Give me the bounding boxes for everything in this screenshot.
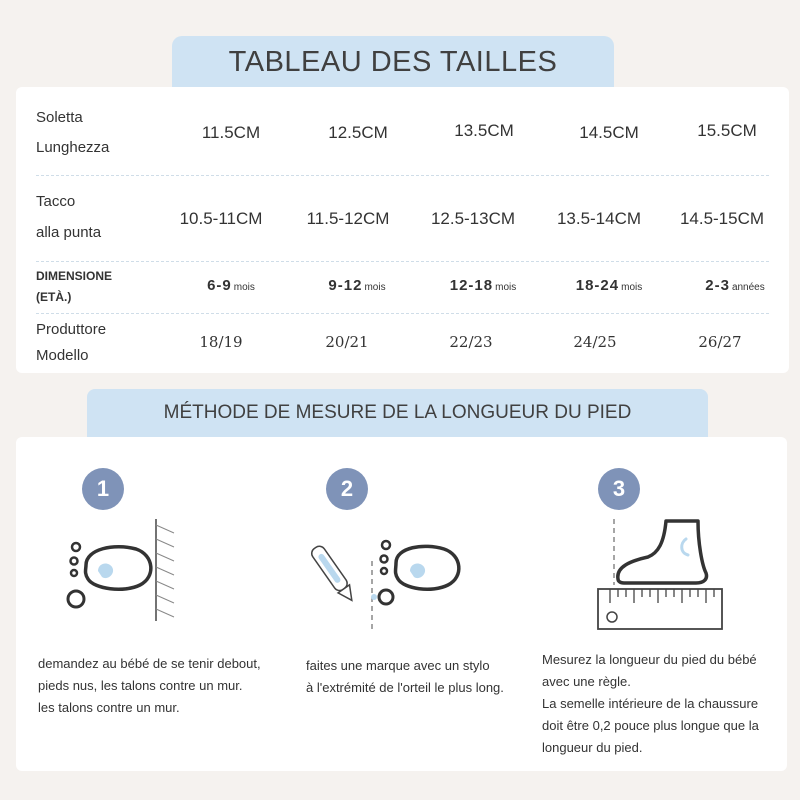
cell-heel-5: 14.5-15CM	[679, 209, 765, 228]
table-row-model	[36, 315, 789, 369]
step-2-text	[306, 655, 546, 699]
cell-heel-2: 11.5-12CM	[306, 209, 390, 228]
cell-age-1: 6-9 mois	[207, 277, 255, 294]
cell-model-2: 20/21	[325, 333, 369, 351]
cell-model-4: 24/25	[573, 333, 617, 351]
cell-age-5: 2-3 années	[705, 277, 765, 294]
table-row-age	[36, 265, 789, 311]
pen-marking-footprint-icon	[306, 531, 466, 631]
step-1-line: demandez au bébé de se tenir debout,	[38, 656, 261, 671]
row-label-model-line2: Modello	[36, 347, 89, 364]
cell-age-3: 12-18 mois	[449, 277, 517, 294]
row-label-model-line1: Produttore	[36, 321, 107, 338]
step-3-badge: 3	[598, 468, 640, 510]
footprint-against-wall-icon	[64, 513, 204, 623]
row-label-insole-line2: Lunghezza	[36, 139, 110, 156]
cell-insole-4: 14.5CM	[579, 123, 639, 142]
step-2-badge: 2	[326, 468, 368, 510]
step-3-line: avec une règle.	[542, 674, 631, 689]
cell-age-2: 9-12 mois	[328, 277, 386, 294]
row-divider	[36, 261, 769, 262]
step-3-line: Mesurez la longueur du pied du bébé	[542, 652, 757, 667]
row-label-heel-line2: alla punta	[36, 224, 102, 241]
table-row-insole-length	[36, 101, 789, 161]
step-1-line: pieds nus, les talons contre un mur.	[38, 678, 243, 693]
cell-insole-3: 13.5CM	[454, 121, 514, 140]
row-divider	[36, 313, 769, 314]
step-2-line: faites une marque avec un stylo	[306, 658, 490, 673]
step-1-badge: 1	[82, 468, 124, 510]
row-label-heel-line1: Tacco	[36, 193, 76, 210]
cell-heel-1: 10.5-11CM	[179, 209, 263, 228]
table-row-heel-to-toe	[36, 185, 789, 251]
foot-on-ruler-icon	[590, 513, 730, 633]
step-1-text	[38, 653, 308, 719]
cell-insole-2: 12.5CM	[328, 123, 388, 142]
method-panel	[16, 437, 787, 771]
row-label-age-line1: DIMENSIONE	[36, 269, 113, 283]
cell-model-3: 22/23	[449, 333, 493, 351]
step-3-line: doit être 0,2 pouce plus longue que la	[542, 718, 759, 733]
step-1-line: les talons contre un mur.	[38, 700, 180, 715]
step-3-line: longueur du pied.	[542, 740, 643, 755]
size-table	[16, 87, 789, 373]
row-divider	[36, 175, 769, 176]
cell-model-5: 26/27	[698, 333, 742, 351]
cell-heel-3: 12.5-13CM	[430, 209, 516, 228]
step-2-line: à l'extrémité de l'orteil le plus long.	[306, 680, 504, 695]
cell-heel-4: 13.5-14CM	[556, 209, 642, 228]
size-table-title: TABLEAU DES TAILLES	[172, 36, 614, 88]
cell-insole-5: 15.5CM	[697, 121, 757, 140]
cell-insole-1: 11.5CM	[201, 123, 261, 142]
cell-age-4: 18-24 mois	[575, 277, 643, 294]
method-title: MÉTHODE DE MESURE DE LA LONGUEUR DU PIED	[87, 389, 708, 437]
step-3-line: La semelle intérieure de la chaussure	[542, 696, 759, 711]
row-label-age-line2: (ETÀ.)	[36, 290, 72, 304]
cell-model-1: 18/19	[199, 333, 243, 351]
step-3-text	[542, 649, 782, 759]
row-label-insole-line1: Soletta	[36, 109, 83, 126]
